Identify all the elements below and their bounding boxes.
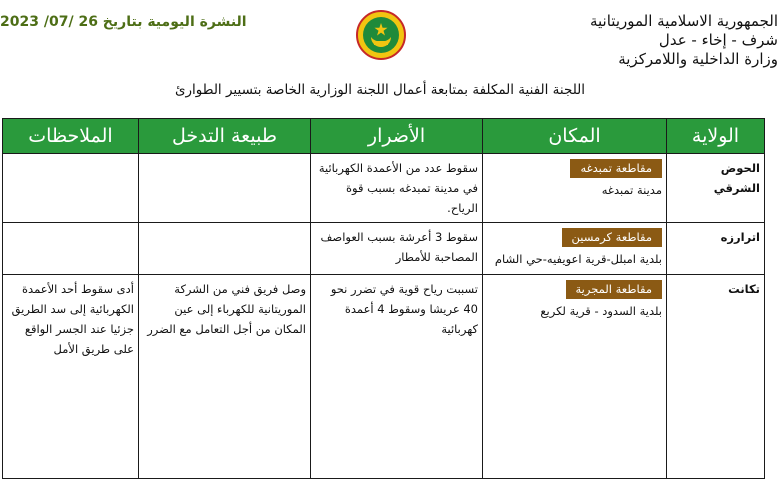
notes-cell: [3, 223, 139, 275]
table-row: [3, 154, 765, 223]
damage-cell: [311, 154, 483, 223]
damage-cell: [311, 275, 483, 479]
national-motto: شرف - إخاء - عدل: [658, 31, 778, 49]
daily-bulletin-date: [0, 14, 247, 30]
column-header-place: المكان: [483, 119, 667, 154]
place-text: بلدية السدود - قرية لكريع: [540, 304, 662, 318]
place-cell: [483, 154, 667, 223]
place-text: بلدية امبلل-قرية اعويفيه-حي الشام: [494, 252, 662, 266]
column-header-intervention: طبيعة التدخل: [139, 119, 311, 154]
moughataa-badge: مقاطعة تمبدغه: [570, 159, 662, 178]
moughataa-badge: مقاطعة كرمسين: [562, 228, 662, 247]
table-row: [3, 223, 765, 275]
damage-text: سقوط 3 أعرشة بسبب العواصف المصاحبة للأمطار: [320, 230, 478, 264]
table-row: [3, 275, 765, 479]
intervention-cell: [139, 154, 311, 223]
bulletin-text: النشرة اليومية بتاريخ 26 /07/ 2023: [0, 14, 247, 30]
column-header-notes: الملاحظات: [3, 119, 139, 154]
wilaya-cell: تكانت: [667, 275, 765, 479]
notes-text: أدى سقوط أحد الأعمدة الكهربائية إلى سد الطريق جزئيا عند الجسر الواقع على طريق الأمل: [11, 282, 134, 356]
column-header-wilaya: الولاية: [667, 119, 765, 154]
national-emblem-icon: [356, 10, 406, 60]
damage-text: تسببت رياح قوية في تضرر نحو 40 عريشا وسقوط 4 أعمدة كهربائية: [330, 282, 478, 336]
table-header-row: [3, 119, 765, 154]
column-header-damage: الأضرار: [311, 119, 483, 154]
wilaya-cell: الحوض الشرقي: [667, 154, 765, 223]
incident-report-table: [2, 118, 765, 479]
ministry-name: وزارة الداخلية واللامركزية: [618, 50, 778, 68]
place-cell: [483, 223, 667, 275]
wilaya-cell: اترارزه: [667, 223, 765, 275]
damage-text: سقوط عدد من الأعمدة الكهربائية في مدينة تمبدغه بسبب قوة الرياح.: [318, 161, 478, 215]
intervention-cell: [139, 275, 311, 479]
country-name: الجمهورية الاسلامية الموريتانية: [589, 12, 778, 30]
ministry-header: [578, 12, 778, 69]
notes-cell: [3, 275, 139, 479]
intervention-cell: [139, 223, 311, 275]
notes-cell: [3, 154, 139, 223]
intervention-text: وصل فريق فني من الشركة الموريتانية للكهرباء إلى عين المكان من أجل التعامل مع الضرر: [147, 282, 306, 336]
moughataa-badge: مقاطعة المجرية: [566, 280, 663, 299]
damage-cell: [311, 223, 483, 275]
place-cell: [483, 275, 667, 479]
committee-title: اللجنة الفنية المكلفة بمتابعة أعمال اللجنة الوزارية الخاصة بتسيير الطوارئ: [174, 82, 586, 98]
place-text: مدينة تمبدغه: [601, 183, 662, 197]
